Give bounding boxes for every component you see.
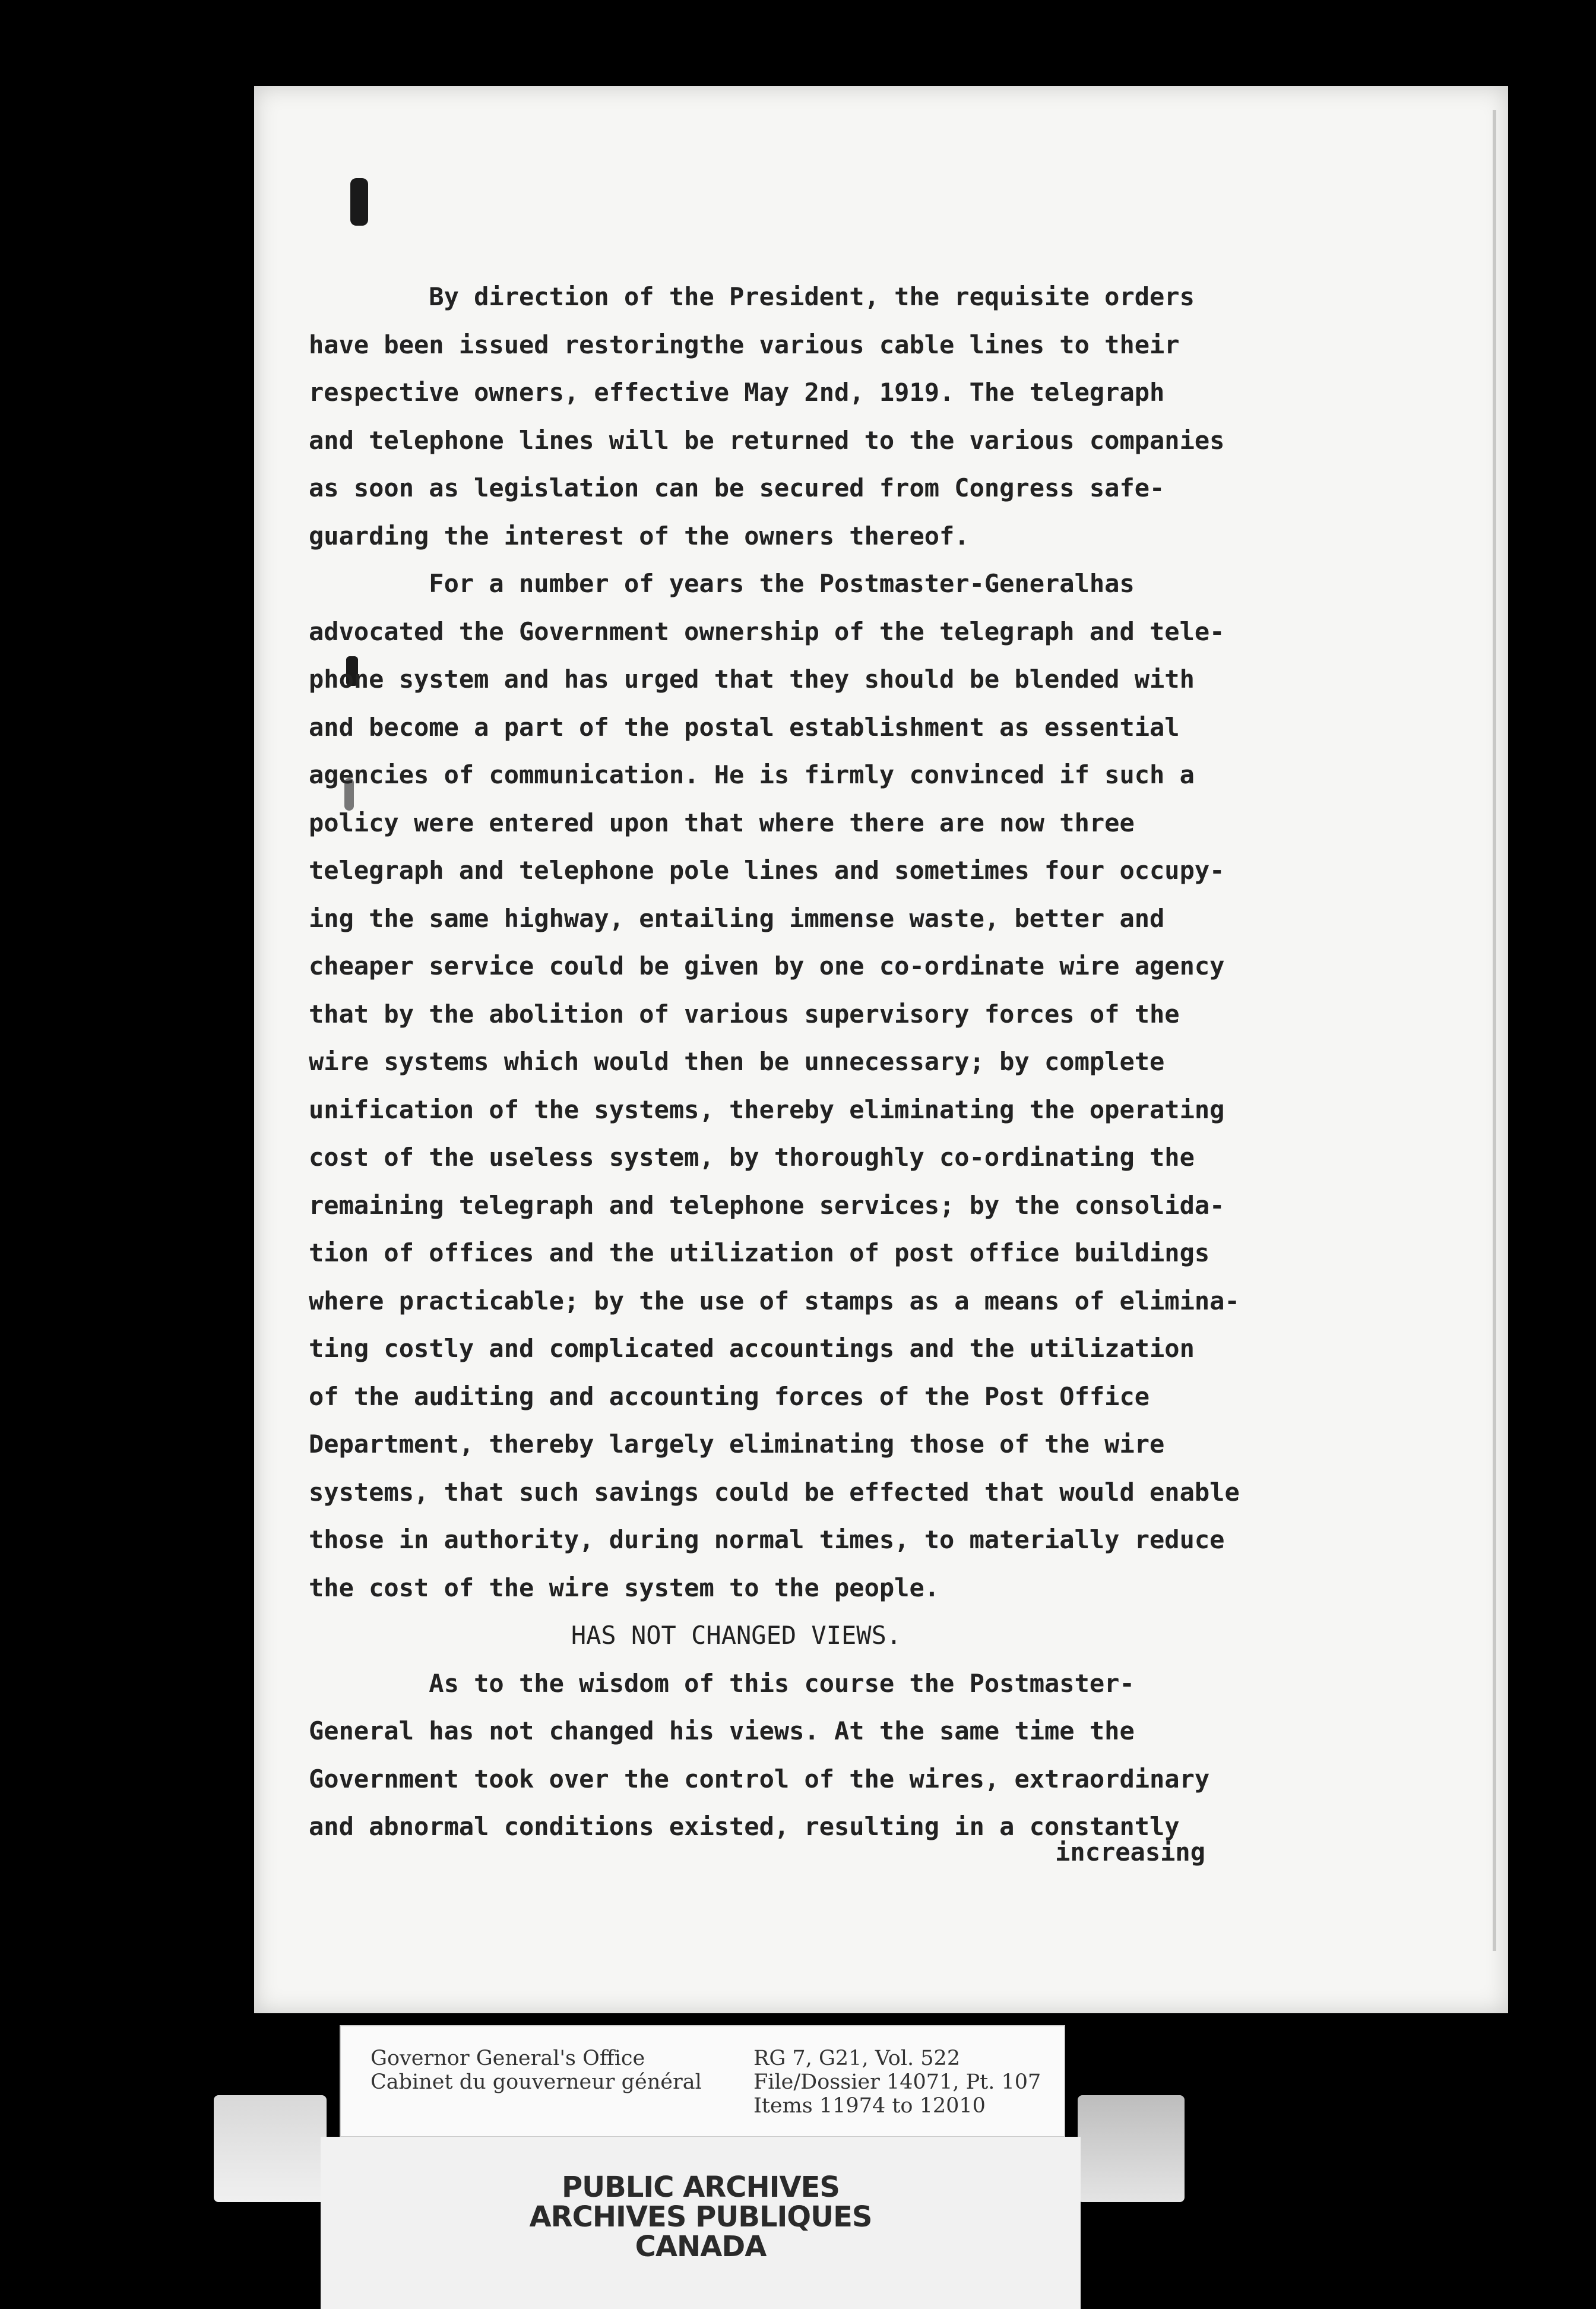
- label-office: [370, 2047, 702, 2094]
- text-line: have been issued restoringthe various cable lines to their: [309, 330, 1180, 359]
- archives-stamp-card: [321, 2137, 1081, 2309]
- text-line: ting costly and complicated accountings and the utilization: [309, 1334, 1195, 1363]
- text-line: cost of the useless system, by thoroughly co-ordinating the: [309, 1143, 1195, 1172]
- text-line: that by the abolition of various supervisory forces of the: [309, 999, 1180, 1029]
- archive-reference-label: [340, 2025, 1065, 2137]
- text-line: For a number of years the Postmaster-Generalhas: [309, 569, 1135, 598]
- text-line: telegraph and telephone pole lines and sometimes four occupy-: [309, 856, 1225, 885]
- text-line: advocated the Government ownership of the telegraph and tele-: [309, 616, 1225, 646]
- binding-mark: [350, 178, 368, 226]
- text-line: and abnormal conditions existed, resulting in a constantly: [309, 1812, 1180, 1841]
- archives-stamp: [321, 2172, 1081, 2261]
- text-line: wire systems which would then be unnecessary; by complete: [309, 1047, 1165, 1076]
- item-range: Items 11974 to 12010: [753, 2094, 986, 2118]
- text-line: the cost of the wire system to the people.: [309, 1573, 940, 1602]
- text-line: Government took over the control of the wires, extraordinary: [309, 1764, 1210, 1794]
- typed-letter-body: [309, 273, 1240, 1870]
- office-en: Governor General's Office: [370, 2047, 645, 2070]
- text-line: and telephone lines will be returned to the various companies: [309, 425, 1225, 455]
- stamp-line-1: PUBLIC ARCHIVES: [562, 2171, 840, 2204]
- text-line: General has not changed his views. At the same time the: [309, 1716, 1135, 1745]
- text-line: As to the wisdom of this course the Postmaster-: [309, 1668, 1135, 1698]
- text-line: tion of offices and the utilization of post office buildings: [309, 1238, 1210, 1267]
- file-box-left: [214, 2095, 327, 2202]
- office-fr: Cabinet du gouverneur général: [370, 2070, 702, 2094]
- text-line: and become a part of the postal establishment as essential: [309, 712, 1180, 742]
- text-line: those in authority, during normal times, to materially reduce: [309, 1525, 1225, 1554]
- reference-number: RG 7, G21, Vol. 522: [753, 2047, 961, 2070]
- text-line: where practicable; by the use of stamps as a means of elimina-: [309, 1286, 1240, 1315]
- file-box-right: [1078, 2095, 1185, 2202]
- text-line: Department, thereby largely eliminating those of the wire: [309, 1429, 1165, 1459]
- text-line: guarding the interest of the owners thereof.: [309, 521, 970, 551]
- stamp-line-3: CANADA: [635, 2230, 767, 2263]
- text-line: phone system and has urged that they should be blended with: [309, 665, 1195, 694]
- text-line: ing the same highway, entailing immense waste, better and: [309, 903, 1165, 933]
- text-line: as soon as legislation can be secured from Congress safe-: [309, 473, 1165, 502]
- section-heading: HAS NOT CHANGED VIEWS.: [571, 1621, 902, 1650]
- file-number: File/Dossier 14071, Pt. 107: [753, 2070, 1041, 2094]
- text-line: respective owners, effective May 2nd, 1919. The telegraph: [309, 378, 1165, 407]
- text-line: agencies of communication. He is firmly convinced if such a: [309, 760, 1195, 789]
- stamp-line-2: ARCHIVES PUBLIQUES: [529, 2200, 872, 2234]
- text-line: systems, that such savings could be effected that would enable: [309, 1477, 1240, 1507]
- text-line: remaining telegraph and telephone services; by the consolida-: [309, 1190, 1225, 1220]
- text-line: of the auditing and accounting forces of the Post Office: [309, 1381, 1150, 1411]
- text-line: policy were entered upon that where there are now three: [309, 808, 1135, 837]
- text-line: cheaper service could be given by one co-ordinate wire agency: [309, 951, 1225, 980]
- catchword: increasing: [1055, 1837, 1205, 1867]
- label-reference: [753, 2047, 1041, 2118]
- text-line: unification of the systems, thereby eliminating the operating: [309, 1095, 1225, 1124]
- page-edge: [1493, 110, 1496, 1951]
- text-line: By direction of the President, the requisite orders: [309, 282, 1195, 311]
